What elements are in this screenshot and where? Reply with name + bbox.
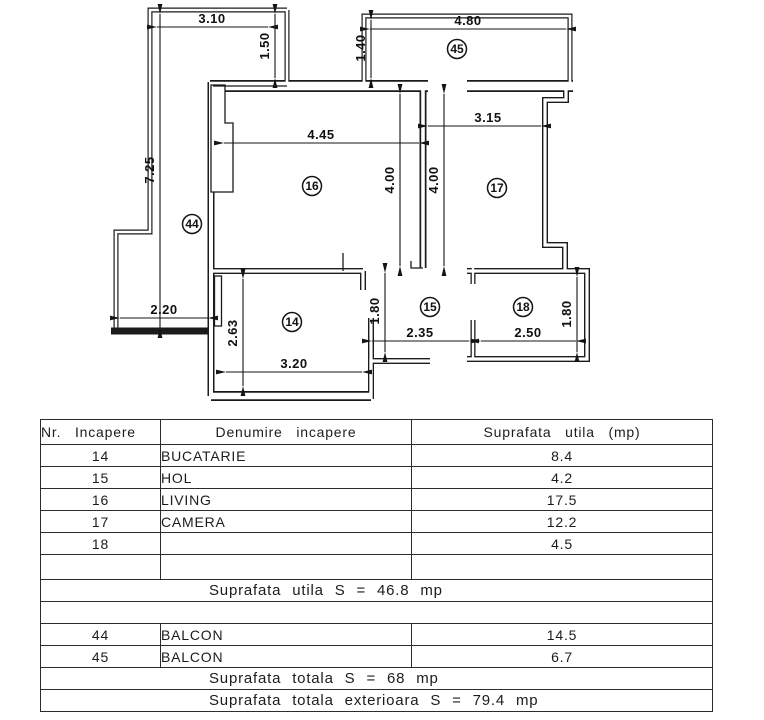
room-balloon-baie xyxy=(514,298,533,317)
room-area: 17.5 xyxy=(412,489,713,511)
balcony-area: 6.7 xyxy=(412,646,713,668)
dim-camera-width: 3.15 xyxy=(474,110,502,125)
table-empty-merged-row xyxy=(41,602,713,624)
dim-bucatarie-height: 2.63 xyxy=(225,319,240,347)
room-balloon-bucatarie xyxy=(283,313,302,332)
area-table xyxy=(40,419,714,712)
living-flue-pier xyxy=(211,85,233,192)
room-nr: 14 xyxy=(41,445,161,467)
dim-balcony44-depth: 1.50 xyxy=(257,32,272,60)
table-row xyxy=(41,489,713,511)
room-name: CAMERA xyxy=(161,511,412,533)
room-area: 4.2 xyxy=(412,467,713,489)
dim-baie-height: 1.80 xyxy=(559,300,574,328)
empty-cell xyxy=(41,555,161,580)
room-nr: 16 xyxy=(41,489,161,511)
dim-bucatarie-width: 3.20 xyxy=(280,356,308,371)
dim-camera-height: 4.00 xyxy=(426,166,441,194)
table-row xyxy=(41,533,713,555)
header-denumire: Denumire incapere xyxy=(161,420,412,445)
room-name: BUCATARIE xyxy=(161,445,412,467)
balcony-nr: 44 xyxy=(41,624,161,646)
dim-baie-width: 2.50 xyxy=(514,325,542,340)
room-balloon-balcon-left xyxy=(183,215,202,234)
table-empty-row xyxy=(41,555,713,580)
room-balloon-hol xyxy=(421,298,440,317)
table-row xyxy=(41,467,713,489)
dim-balcony44-bottom-width: 2.20 xyxy=(150,302,178,317)
room-balloon-balcon-top xyxy=(448,40,467,59)
balcony-name: BALCON xyxy=(161,624,412,646)
svg-text:15: 15 xyxy=(423,300,437,315)
table-row xyxy=(41,445,713,467)
header-suprafata-utila: Suprafata utila (mp) xyxy=(412,420,713,445)
room-area: 8.4 xyxy=(412,445,713,467)
table-total-row xyxy=(41,668,713,690)
svg-text:18: 18 xyxy=(516,300,530,315)
empty-cell xyxy=(412,555,713,580)
balcony-name: BALCON xyxy=(161,646,412,668)
room-area: 12.2 xyxy=(412,511,713,533)
dim-balcony45-depth: 1.40 xyxy=(353,34,368,62)
dim-balcony44-top-width: 3.10 xyxy=(198,11,226,26)
room-nr: 15 xyxy=(41,467,161,489)
table-row xyxy=(41,511,713,533)
empty-cell xyxy=(161,555,412,580)
room-area: 4.5 xyxy=(412,533,713,555)
total-exterior-text: Suprafata totala exterioara S = 79.4 mp xyxy=(41,690,713,712)
dim-hol-height: 1.80 xyxy=(367,297,382,325)
total-text: Suprafata totala S = 68 mp xyxy=(41,668,713,690)
room-balloon-camera xyxy=(488,179,507,198)
room-nr: 17 xyxy=(41,511,161,533)
room-name: HOL xyxy=(161,467,412,489)
svg-text:44: 44 xyxy=(185,217,199,232)
dim-hol-width: 2.35 xyxy=(406,325,434,340)
room-balloon-living xyxy=(303,177,322,196)
table-total-exterior-row xyxy=(41,690,713,712)
svg-text:45: 45 xyxy=(450,42,464,57)
room-name xyxy=(161,533,412,555)
dim-balcony45-width: 4.80 xyxy=(454,13,482,28)
header-nr-incapere: Nr. Incapere xyxy=(41,420,161,445)
balcony-nr: 45 xyxy=(41,646,161,668)
table-row xyxy=(41,624,713,646)
balcony-area: 14.5 xyxy=(412,624,713,646)
subtotal-utila-text: Suprafata utila S = 46.8 mp xyxy=(41,580,713,602)
svg-text:17: 17 xyxy=(490,181,504,196)
dim-living-width: 4.45 xyxy=(307,127,335,142)
svg-text:16: 16 xyxy=(305,179,319,194)
room-nr: 18 xyxy=(41,533,161,555)
dim-balcony44-side-height: 7.25 xyxy=(142,156,157,184)
dim-living-height: 4.00 xyxy=(382,166,397,194)
table-subtotal-row xyxy=(41,580,713,602)
room-name: LIVING xyxy=(161,489,412,511)
table-header-row xyxy=(41,420,713,445)
empty-cell xyxy=(41,602,713,624)
table-row xyxy=(41,646,713,668)
svg-text:14: 14 xyxy=(285,315,299,330)
balcony-door-leaf xyxy=(215,276,222,326)
